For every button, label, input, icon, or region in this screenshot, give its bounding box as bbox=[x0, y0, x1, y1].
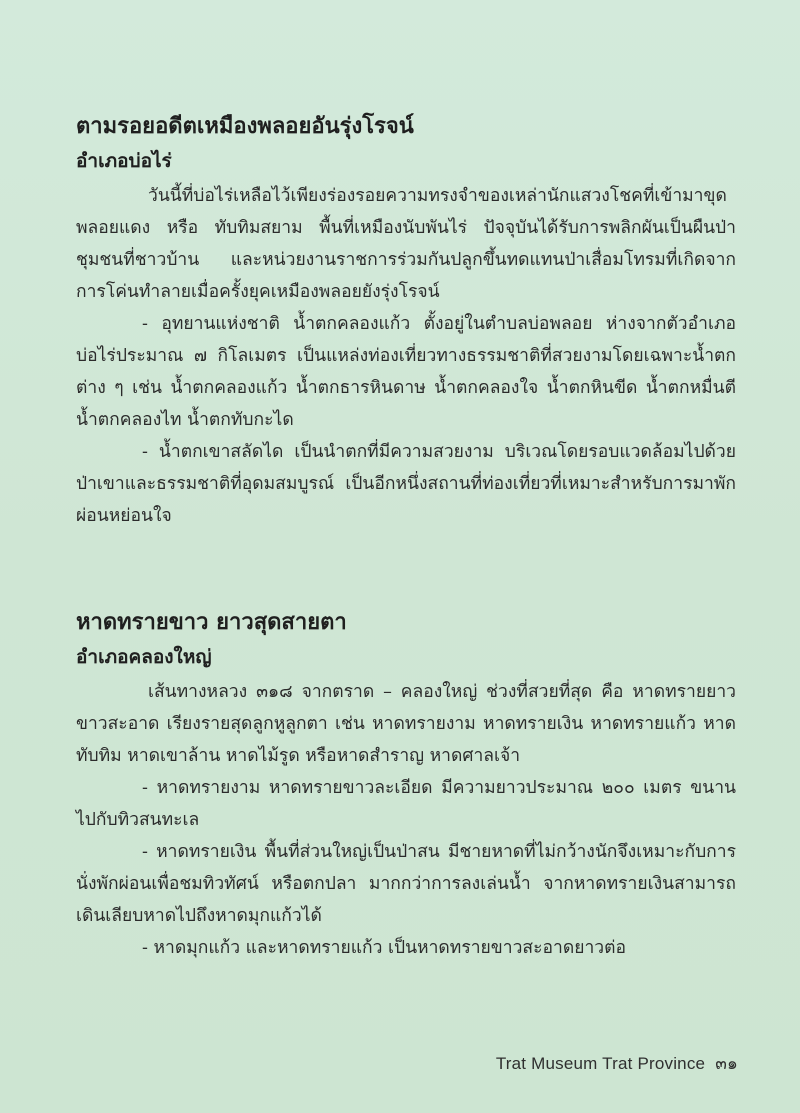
intro-paragraph: เส้นทางหลวง ๓๑๘ จากตราด – คลองใหญ่ ช่วงที่สวยที่สุด คือ หาดทรายยาว ขาวสะอาด เรียงรายสุดลูกหูลูกตา เช่น หาดทรายงาม หาดทรายเงิน หาดทรายแก้ว หาดทับทิม หาดเขาล้าน หาดไม้รูด หรือหาดสำราญ หาดศาลเจ้า bbox=[76, 682, 736, 766]
district-heading: อำเภอคลองใหญ่ bbox=[76, 646, 212, 668]
section-title: ตามรอยอดีตเหมืองพลอยอันรุ่งโรจน์ bbox=[76, 114, 414, 139]
bullet-paragraph: - หาดมุกแก้ว และหาดทรายแก้ว เป็นหาดทรายขาวสะอาดยาวต่อ bbox=[142, 938, 626, 958]
intro-paragraph: วันนี้ที่บ่อไร่เหลือไว้เพียงร่องรอยความทรงจำของเหล่านักแสวงโชคที่เข้ามาขุดพลอยแดง หรือ ทับทิมสยาม พื้นที่เหมืองนับพันไร่ ปัจจุบันได้รับการพลิกผันเป็นผืนป่าชุมชนที่ชาวบ้าน และหน่วยงานราชการร่วมกันปลูกขึ้นทดแทนป่าเสื่อมโทรมที่เกิดจากการโค่นทำลายเมื่อครั้งยุคเหมืองพลอยยังรุ่งโรจน์ bbox=[76, 186, 736, 302]
page-footer bbox=[496, 1050, 738, 1077]
page-number: ๓๑ bbox=[715, 1054, 738, 1074]
bullet-paragraph: - อุทยานแห่งชาติ น้ำตกคลองแก้ว ตั้งอยู่ในตำบลบ่อพลอย ห่างจากตัวอำเภอบ่อไร่ประมาณ ๗ กิโลเมตร เป็นแหล่งท่องเที่ยวทางธรรมชาติที่สวยงามโดยเฉพาะน้ำตกต่าง ๆ เช่น น้ำตกคลองแก้ว น้ำตกธารหินดาษ น้ำตกคลองใจ น้ำตกหินขีด น้ำตกหมื่นตี น้ำตกคลองไท น้ำตกทับกะได bbox=[76, 314, 736, 430]
section-khlong-yai bbox=[76, 608, 736, 964]
footer-text: Trat Museum Trat Province bbox=[495, 1054, 706, 1073]
bullet-paragraph: - หาดทรายเงิน พื้นที่ส่วนใหญ่เป็นป่าสน มีชายหาดที่ไม่กว้างนักจึงเหมาะกับการนั่งพักผ่อนเพื่อชมทิวทัศน์ หรือตกปลา มากกว่าการลงเล่นน้ำ จากหาดทรายเงินสามารถเดินเลียบหาดไปถึงหาดมุกแก้วได้ bbox=[76, 842, 736, 926]
bullet-paragraph: - น้ำตกเขาสลัดได เป็นนำตกที่มีความสวยงาม บริเวณโดยรอบแวดล้อมไปด้วยป่าเขาและธรรมชาติที่อุดมสมบูรณ์ เป็นอีกหนึ่งสถานที่ท่องเที่ยวที่เหมาะสำหรับการมาพักผ่อนหย่อนใจ bbox=[76, 442, 736, 526]
section-title: หาดทรายขาว ยาวสุดสายตา bbox=[76, 610, 347, 635]
district-heading: อำเภอบ่อไร่ bbox=[76, 150, 172, 172]
section-bo-rai bbox=[76, 112, 736, 532]
bullet-paragraph: - หาดทรายงาม หาดทรายขาวละเอียด มีความยาวประมาณ ๒๐๐ เมตร ขนานไปกับทิวสนทะเล bbox=[76, 778, 736, 830]
